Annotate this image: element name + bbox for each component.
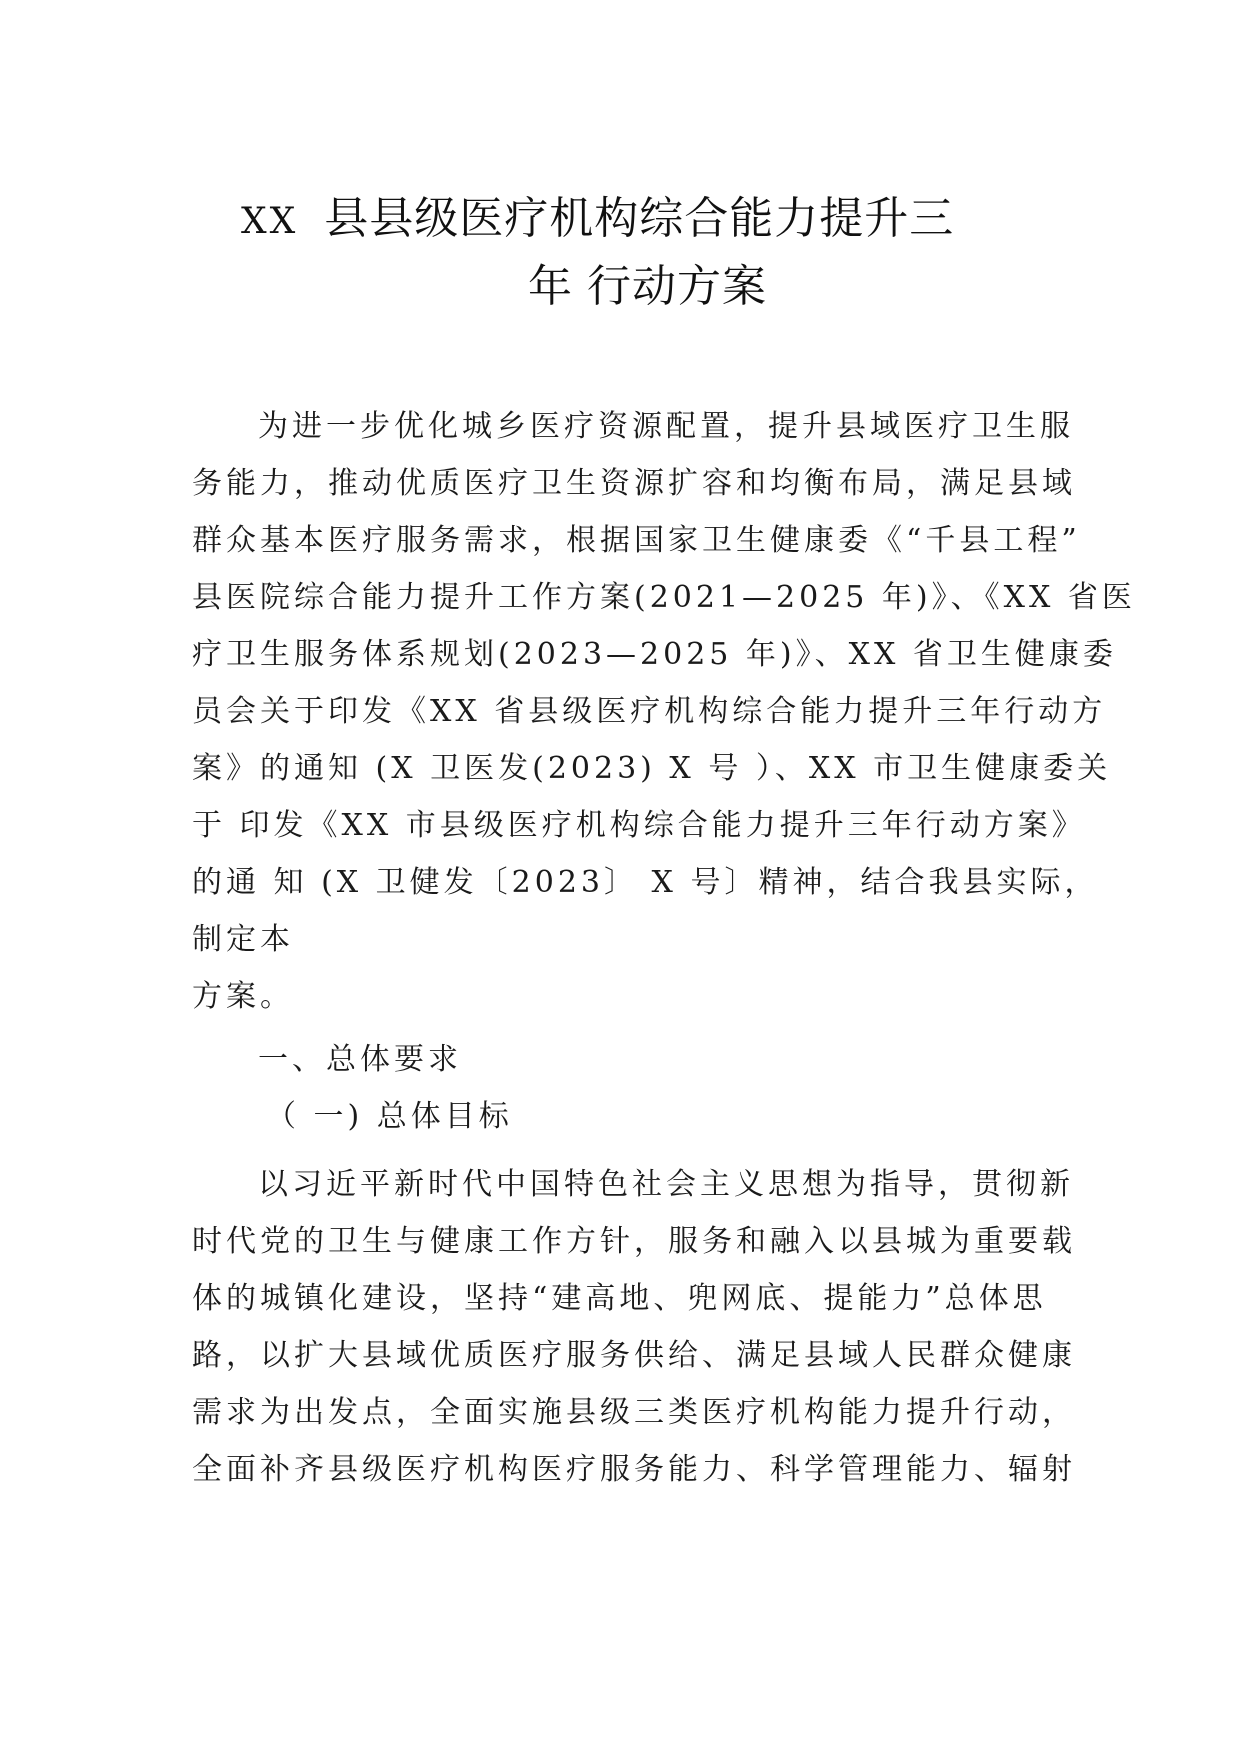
title-line-2-year: 年	[528, 261, 573, 312]
intro-line: 制定本	[192, 922, 294, 957]
intro-line: 员会关于印发《XX 省县级医疗机构综合能力提升三年行动方	[192, 694, 1107, 729]
intro-line: 于 印发《XX 市县级医疗机构综合能力提升三年行动方案》	[192, 808, 1086, 843]
body-line: 时代党的卫生与健康工作方针，服务和融入以县城为重要载	[192, 1224, 1076, 1259]
intro-line: 案》的通知 (X 卫医发(2023) X 号 ）、XX 市卫生健康委关	[192, 751, 1112, 786]
body-line: 以习近平新时代中国特色社会主义思想为指导，贯彻新	[258, 1167, 1074, 1202]
document-title-line-1	[241, 182, 954, 246]
title-line-2-text: 行动方案	[587, 261, 767, 312]
intro-line: 的通 知 (X 卫健发〔2023〕 X 号〕精神，结合我县实际，	[192, 865, 1099, 900]
body-line: 全面补齐县级医疗机构医疗服务能力、科学管理能力、辐射	[192, 1452, 1076, 1487]
title-line-1-text: 县县级医疗机构综合能力提升三	[324, 193, 955, 244]
document-title-line-2	[528, 250, 767, 314]
section-heading: 一、总体要求	[258, 1042, 462, 1077]
body-line: 路，以扩大县域优质医疗服务供给、满足县域人民群众健康	[192, 1338, 1076, 1373]
intro-line: 群众基本医疗服务需求，根据国家卫生健康委《“千县工程”	[192, 523, 1081, 558]
intro-line: 务能力，推动优质医疗卫生资源扩容和均衡布局，满足县域	[192, 466, 1076, 501]
intro-line: 县医院综合能力提升工作方案(2021—2025 年)》、《XX 省医	[192, 580, 1136, 615]
title-prefix: XX	[241, 201, 299, 242]
intro-line: 方案。	[192, 979, 294, 1014]
intro-line: 疗卫生服务体系规划(2023—2025 年)》、XX 省卫生健康委	[192, 637, 1117, 672]
body-line: 体的城镇化建设，坚持“建高地、兜网底、提能力”总体思	[192, 1281, 1047, 1316]
intro-line: 为进一步优化城乡医疗资源配置，提升县域医疗卫生服	[258, 409, 1074, 444]
subsection-heading: （ 一) 总体目标	[266, 1099, 513, 1134]
body-line: 需求为出发点，全面实施县级三类医疗机构能力提升行动，	[192, 1395, 1076, 1430]
